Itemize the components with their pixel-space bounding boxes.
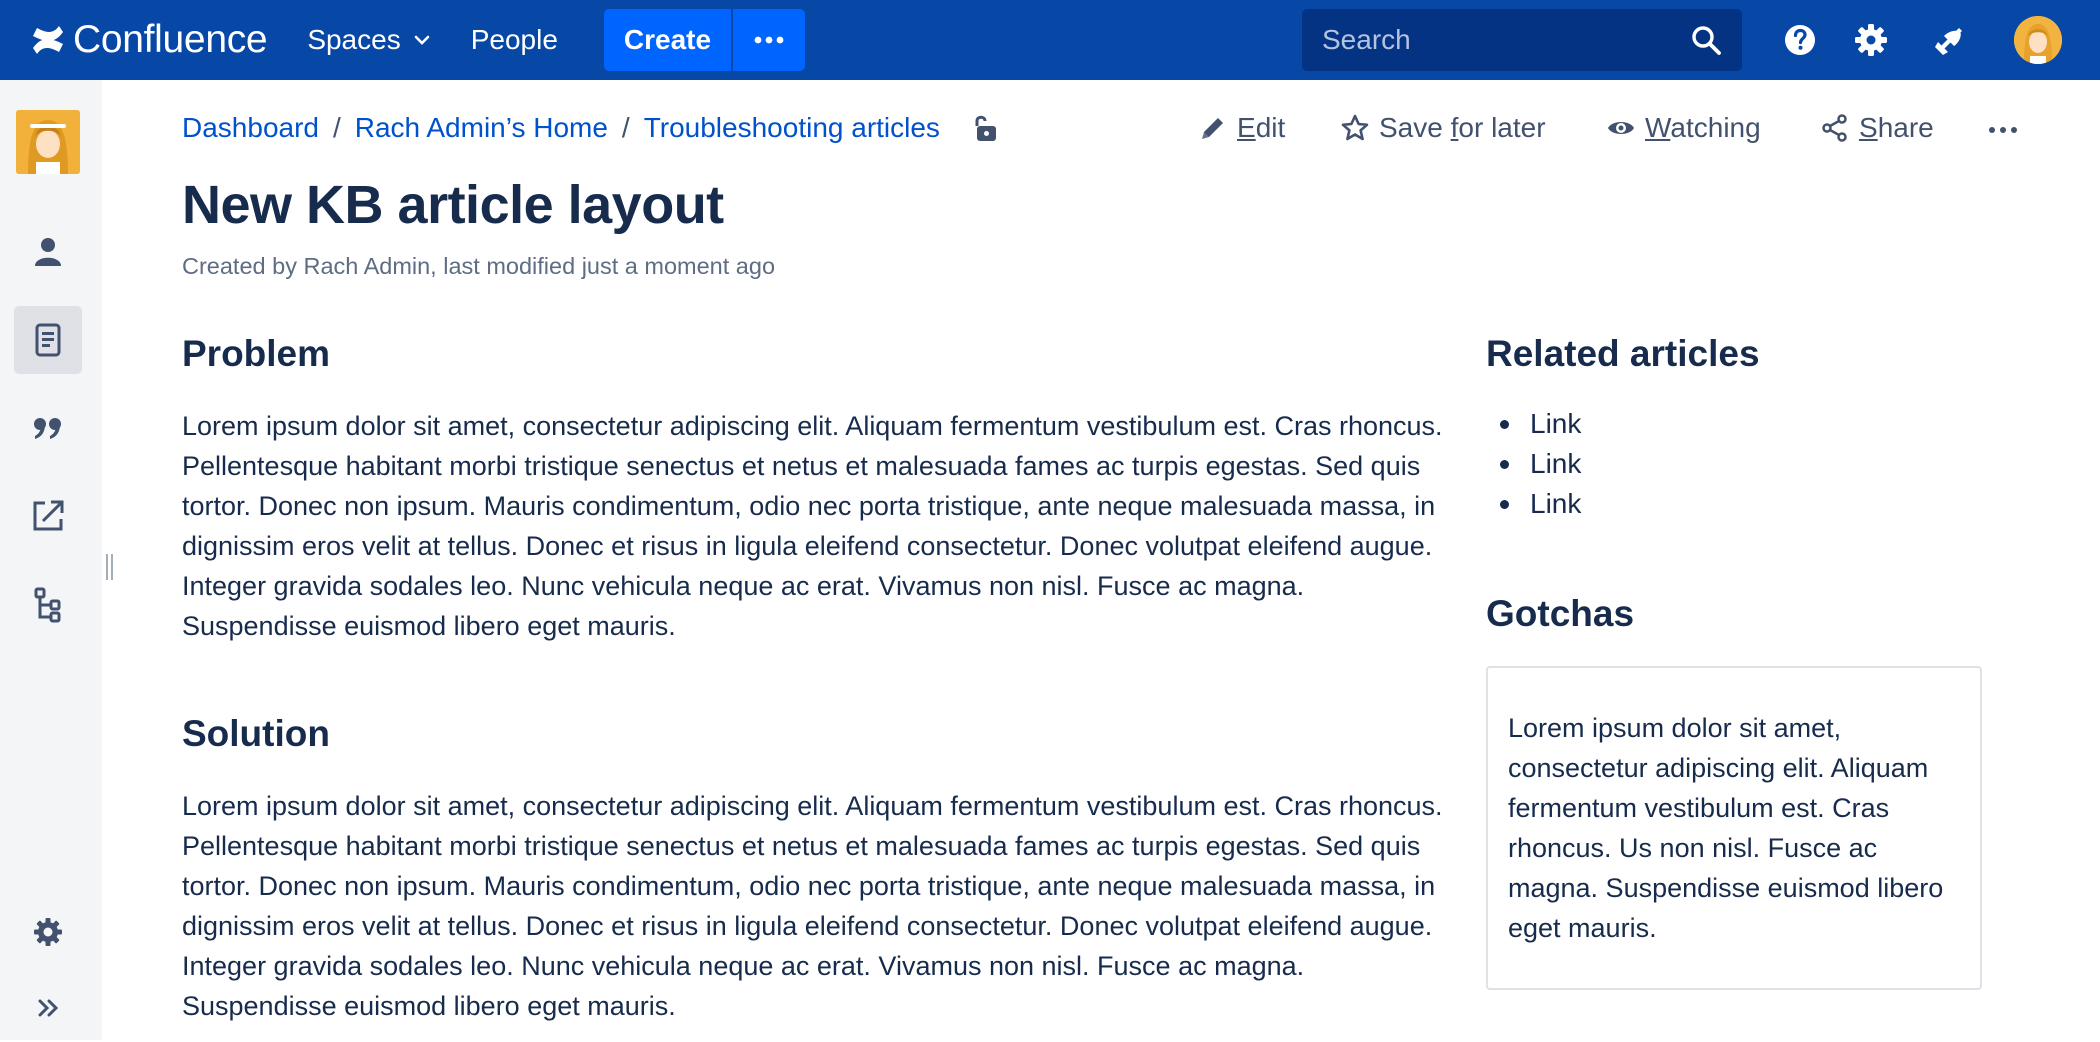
sidebar-item-space-settings[interactable] [14,898,82,966]
star-icon [1340,113,1370,143]
pencil-icon [1198,113,1228,143]
unlocked-icon[interactable] [970,112,1002,144]
shortcuts-icon [29,497,67,535]
sidebar-expand[interactable] [14,974,82,1042]
save-for-later-button[interactable] [1340,112,1546,144]
share-label: Share [1859,112,1934,143]
breadcrumb-dashboard[interactable]: Dashboard [182,112,319,143]
notifications-icon[interactable] [1930,20,1970,60]
blog-quote-icon [29,409,67,447]
sidebar-resize-handle[interactable] [106,554,116,580]
related-articles-heading: Related articles [1486,333,1760,374]
user-avatar[interactable] [2014,16,2062,64]
solution-text: Lorem ipsum dolor sit amet, consectetur adipiscing elit. Aliquam fermentum vestibulum est. Cras rhoncus. Pellentesque habitant morbi tristique senectus et netus et malesuada fames ac turpis egestas. Sed quis tortor. Donec non ipsum. Mauris condimentum, odio nec porta tristique, ante neque malesuada massa, in dignissim eros velit at tellus. Donec et risus in ligula eleifend consectetur. Donec volutpat eleifend augue. Integer gravida sodales leo. Nunc vehicula neque ac erat. Vivamus non nisl. Fusce ac magna. Suspendisse euismod libero eget mauris. [182,791,1443,1021]
edit-button[interactable] [1198,112,1285,144]
sidebar [0,80,102,1040]
problem-text: Lorem ipsum dolor sit amet, consectetur adipiscing elit. Aliquam fermentum vestibulum est. Cras rhoncus. Pellentesque habitant morbi tristique senectus et netus et malesuada fames ac turpis egestas. Sed quis tortor. Donec non ipsum. Mauris condimentum, odio nec porta tristique, ante neque malesuada massa, in dignissim eros velit at tellus. Donec et risus in ligula eleifend consectetur. Donec volutpat eleifend augue. Integer gravida sodales leo. Nunc vehicula neque ac erat. Vivamus non nisl. Fusce ac magna. Suspendisse euismod libero eget mauris. [182,411,1443,641]
search-placeholder: Search [1322,24,1411,55]
spaces-menu[interactable] [307,24,430,56]
more-horizontal-icon [754,36,784,44]
breadcrumb-separator: / [621,112,630,143]
confluence-logo[interactable] [30,18,267,62]
sidebar-item-people[interactable] [14,218,82,286]
related-link[interactable]: Link [1530,404,1581,444]
people-link[interactable] [471,24,558,56]
confluence-logo-icon [30,22,66,58]
edit-label: Edit [1237,112,1286,143]
solution-heading: Solution [182,713,330,754]
watching-button[interactable] [1606,112,1761,144]
sidebar-item-shortcuts[interactable] [14,482,82,550]
breadcrumb-home[interactable]: Rach Admin’s Home [354,112,608,143]
expand-sidebar-icon [29,989,67,1027]
create-button[interactable]: Create [604,9,733,71]
app-name: Confluence [73,18,268,61]
eye-icon [1606,113,1636,143]
sidebar-item-pages[interactable] [14,306,82,374]
space-avatar-illustration [16,110,80,174]
avatar-illustration [2014,16,2062,64]
problem-heading: Problem [182,333,331,374]
gotchas-panel [1486,666,1982,990]
settings-icon[interactable] [1851,20,1891,60]
gotchas-heading: Gotchas [1486,593,1635,634]
gotchas-text: Lorem ipsum dolor sit amet, consectetur adipiscing elit. Aliquam fermentum vestibulum est. Cras rhoncus. Us non nisl. Fusce ac magna. Suspendisse euismod libero eget mauris. [1508,713,1944,943]
sidebar-item-hierarchy[interactable] [14,570,82,638]
people-label: People [470,24,558,55]
breadcrumb-separator: / [332,112,341,143]
pages-icon [29,321,67,359]
search-input[interactable] [1302,9,1742,71]
watching-label: Watching [1645,112,1761,143]
space-settings-icon [29,913,67,951]
page-title: New KB article layout [182,175,724,235]
space-avatar[interactable] [16,110,80,174]
hierarchy-icon [29,585,67,623]
help-icon[interactable] [1780,20,1820,60]
page-byline: Created by Rach Admin, last modified just a moment ago [182,253,776,279]
sidebar-item-blog[interactable] [14,394,82,462]
create-more-button[interactable] [733,9,805,71]
save-for-later-label: Save for later [1379,112,1546,143]
related-link[interactable]: Link [1530,444,1581,484]
more-actions-icon[interactable] [1988,120,2018,140]
related-link[interactable]: Link [1530,484,1581,524]
breadcrumb [182,112,1002,144]
related-articles-list [1530,404,1581,524]
breadcrumb-troubleshooting[interactable]: Troubleshooting articles [643,112,940,143]
people-icon [29,233,67,271]
share-button[interactable] [1820,112,1934,144]
spaces-label: Spaces [307,24,401,55]
share-icon [1820,113,1850,143]
create-button-group [604,9,805,71]
chevron-down-icon [413,31,431,49]
search-icon[interactable] [1690,24,1722,56]
